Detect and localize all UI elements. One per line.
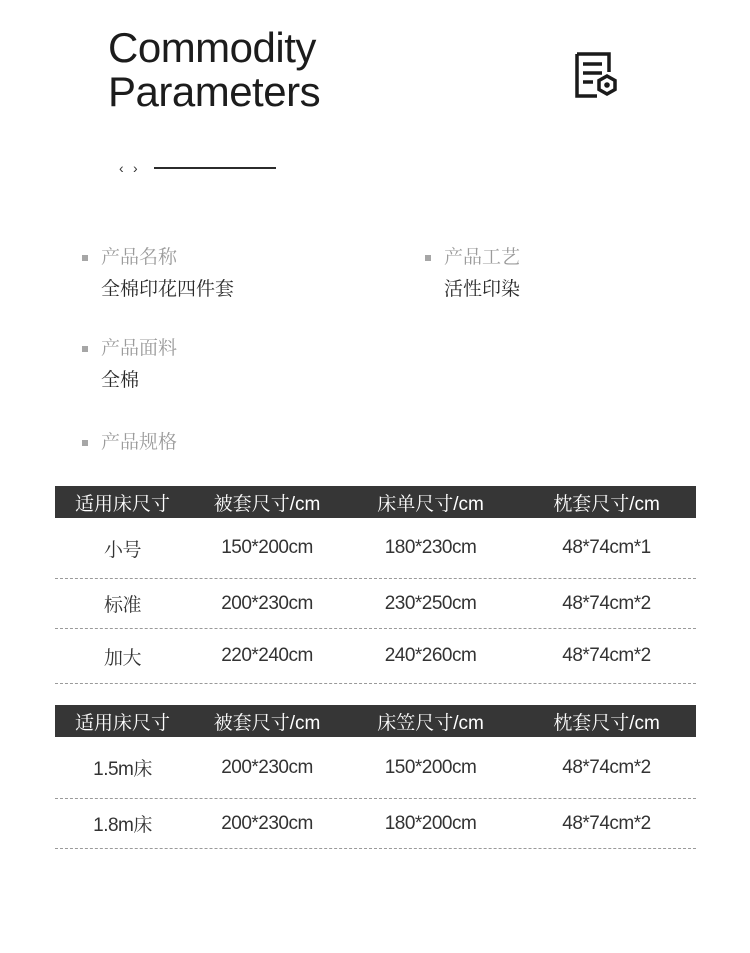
- param-product-spec: [101, 431, 177, 455]
- table-cell: 48*74cm*1: [562, 537, 651, 558]
- param-product-name: [101, 246, 234, 302]
- param-label: 产品面料: [101, 338, 178, 359]
- table-cell: 小号: [103, 539, 141, 561]
- bullet-icon: [82, 440, 88, 446]
- prev-arrow-icon[interactable]: ‹: [119, 160, 124, 176]
- param-product-craft: [444, 246, 520, 302]
- param-label: 产品名称: [101, 247, 178, 268]
- param-label: 产品规格: [101, 432, 178, 453]
- column-header: 被套尺寸/cm: [213, 712, 321, 734]
- table-cell: 48*74cm*2: [562, 592, 651, 614]
- table-cell: 150*200cm: [384, 756, 477, 778]
- document-settings-icon: [573, 52, 619, 100]
- table-header: [55, 705, 696, 737]
- table-cell: 标准: [103, 595, 141, 616]
- param-value: 活性印染: [444, 279, 521, 300]
- bullet-icon: [82, 255, 88, 261]
- table-cell: 48*74cm*2: [562, 756, 651, 778]
- param-product-fabric: [101, 337, 177, 393]
- column-header: 枕套尺寸/cm: [553, 712, 660, 734]
- title-line-2: Parameters: [108, 68, 321, 115]
- column-header: 适用床尺寸: [74, 493, 170, 515]
- table-cell: 48*74cm*2: [562, 812, 651, 834]
- bullet-icon: [425, 255, 431, 261]
- column-header: 适用床尺寸: [74, 712, 170, 734]
- column-header: 床单尺寸/cm: [377, 493, 484, 515]
- pager-nav: [119, 160, 147, 176]
- table-cell: 1.8m床: [93, 815, 152, 836]
- table-row: [55, 518, 696, 579]
- page-title: [108, 26, 320, 114]
- column-header: 枕套尺寸/cm: [553, 493, 660, 515]
- column-header: 被套尺寸/cm: [213, 493, 321, 515]
- table-row: [55, 579, 696, 629]
- table-row: [55, 799, 696, 849]
- table-cell: 180*200cm: [384, 812, 477, 834]
- table-cell: 200*230cm: [221, 592, 313, 614]
- next-arrow-icon[interactable]: ›: [133, 160, 138, 176]
- bullet-icon: [82, 346, 88, 352]
- param-value: 全棉印花四件套: [101, 279, 235, 300]
- size-table-flat-sheet: [55, 486, 696, 684]
- table-cell: 200*230cm: [221, 812, 313, 834]
- table-cell: 220*240cm: [221, 645, 313, 666]
- table-cell: 180*230cm: [384, 537, 477, 558]
- param-value: 全棉: [101, 370, 140, 391]
- param-label: 产品工艺: [444, 247, 521, 268]
- table-cell: 1.5m床: [93, 759, 152, 780]
- size-table-fitted-sheet: [55, 705, 696, 849]
- table-cell: 230*250cm: [384, 592, 477, 614]
- table-cell: 150*200cm: [221, 537, 313, 558]
- table-header: [55, 486, 696, 518]
- table-cell: 240*260cm: [384, 645, 477, 666]
- column-header: 床笠尺寸/cm: [377, 712, 484, 734]
- table-cell: 加大: [103, 647, 141, 669]
- table-cell: 48*74cm*2: [562, 645, 651, 666]
- table-row: [55, 737, 696, 799]
- title-line-1: Commodity: [108, 24, 316, 71]
- table-cell: 200*230cm: [221, 756, 313, 778]
- table-row: [55, 629, 696, 684]
- nav-divider-line: [154, 167, 276, 169]
